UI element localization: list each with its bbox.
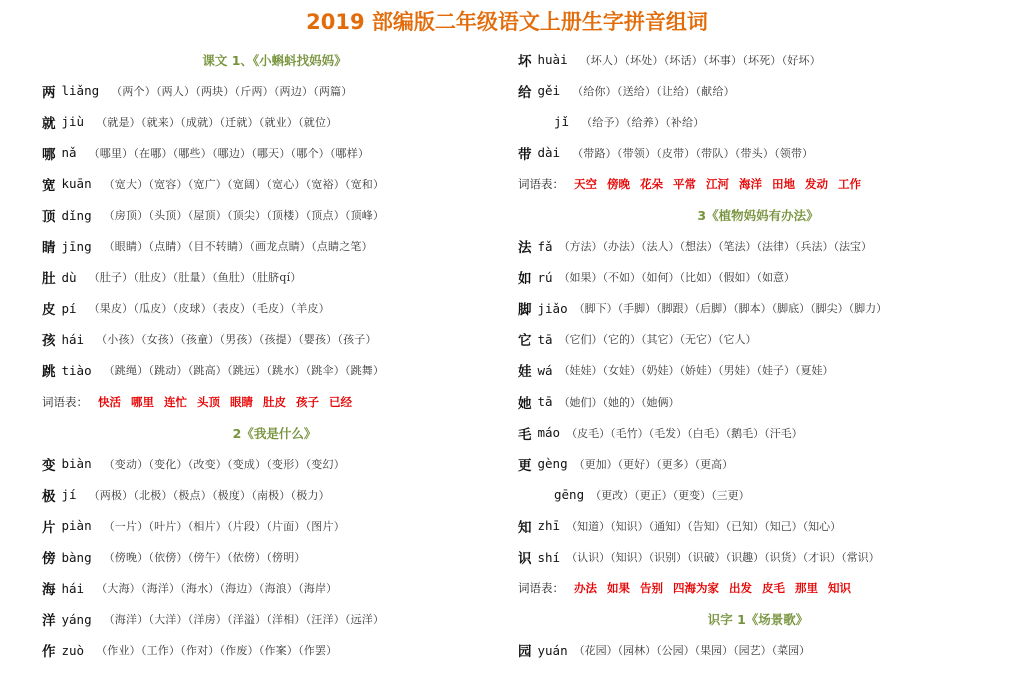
hanzi-char: 跳: [42, 364, 56, 381]
char-entry: [42, 479, 507, 510]
pinyin: gèng: [537, 456, 568, 472]
pinyin: bàng: [61, 549, 92, 565]
pinyin: jí: [61, 487, 77, 503]
pinyin: shí: [537, 549, 561, 565]
pinyin: dài: [537, 145, 561, 161]
hanzi-char: 毛: [518, 426, 532, 443]
word-list: （眼睛）（点睛）（目不转睛）（画龙点睛）（点睛之笔）: [103, 240, 373, 254]
char-entry: [42, 542, 507, 573]
word-list: （哪里）（在哪）（哪些）（哪边）（哪天）（哪个）（哪样）: [88, 146, 370, 160]
hanzi-char: 哪: [42, 146, 56, 163]
pinyin: jiù: [61, 114, 85, 130]
pinyin: hái: [61, 580, 85, 596]
word-list: （知道）（知识）（通知）（告知）（已知）（知己）（知心）: [566, 519, 842, 533]
pinyin: wá: [537, 362, 553, 378]
lesson-heading: 3《植物妈妈有办法》: [697, 208, 819, 224]
hanzi-char: 宽: [42, 177, 56, 194]
word-list: （一片）（叶片）（相片）（片段）（片面）（图片）: [103, 519, 345, 533]
word-list: （给予）（给养）（补给）: [581, 115, 705, 129]
pinyin: nǎ: [61, 145, 77, 161]
char-entry: [518, 44, 998, 75]
word-list: （坏人）（坏处）（坏话）（坏事）（坏死）（好坏）: [579, 53, 821, 67]
pinyin: gēng: [554, 487, 585, 503]
vocab-words: 天空 傍晚 花朵 平常 江河 海洋 田地 发动 工作: [574, 176, 862, 191]
char-entry: [42, 75, 507, 106]
lesson-heading: 2《我是什么》: [232, 425, 317, 441]
char-entry: [518, 106, 998, 137]
hanzi-char: 知: [518, 519, 532, 536]
char-entry: [42, 448, 507, 479]
word-list: （皮毛）（毛竹）（毛发）（白毛）（鹅毛）（汗毛）: [566, 426, 803, 440]
right-column: [518, 44, 998, 666]
char-entry: [518, 542, 998, 573]
word-list: （海洋）（大洋）（洋房）（洋溢）（洋相）（汪洋）（远洋）: [103, 613, 385, 627]
word-list: （方法）（办法）（法人）（想法）（笔法）（法律）（兵法）（法宝）: [558, 240, 873, 254]
hanzi-char: 就: [42, 115, 56, 132]
char-entry: [518, 137, 998, 168]
char-entry: [518, 479, 998, 510]
char-entry: [518, 510, 998, 541]
pinyin: huài: [537, 52, 568, 68]
pinyin: jiǎo: [537, 300, 568, 316]
word-list: （更改）（更正）（更变）（三更）: [590, 488, 750, 502]
pinyin: piàn: [61, 518, 92, 534]
vocab-row: [518, 573, 998, 604]
hanzi-char: 极: [42, 488, 56, 505]
char-entry: [42, 573, 507, 604]
hanzi-char: 娃: [518, 364, 532, 381]
word-list: （两个）（两人）（两块）（斤两）（两边）（两篇）: [111, 84, 353, 98]
pinyin: liǎng: [61, 83, 100, 99]
pinyin: fǎ: [537, 238, 553, 254]
vocab-row: [42, 386, 507, 417]
hanzi-char: 片: [42, 519, 56, 536]
pinyin: zhī: [537, 518, 561, 534]
pinyin: gěi: [537, 83, 561, 99]
word-list: （给你）（送给）（让给）（献给）: [572, 84, 735, 98]
char-entry: [42, 168, 507, 199]
word-list: （肚子）（肚皮）（肚量）（鱼肚）（肚脐qí）: [88, 271, 302, 285]
hanzi-char: 坏: [518, 53, 532, 70]
char-entry: [42, 137, 507, 168]
hanzi-char: 海: [42, 582, 56, 599]
char-entry: [518, 262, 998, 293]
word-list: （小孩）（女孩）（孩童）（男孩）（孩提）（婴孩）（孩子）: [96, 333, 377, 347]
pinyin: máo: [537, 425, 561, 441]
pinyin: jīng: [61, 238, 92, 254]
hanzi-char: 更: [518, 457, 532, 474]
char-entry: [42, 324, 507, 355]
hanzi-char: 傍: [42, 551, 56, 568]
char-entry: [42, 355, 507, 386]
vocab-label: 词语表：: [42, 394, 88, 409]
char-entry: [42, 510, 507, 541]
pinyin: zuò: [61, 642, 85, 658]
pinyin: dù: [61, 269, 77, 285]
pinyin: yuán: [537, 642, 568, 658]
char-entry: [518, 417, 998, 448]
pinyin: rú: [537, 269, 553, 285]
char-entry: [42, 635, 507, 666]
pinyin: tiào: [61, 362, 92, 378]
hanzi-char: 识: [518, 551, 532, 568]
vocab-row: [518, 168, 998, 199]
hanzi-char: 脚: [518, 302, 532, 319]
word-list: （宽大）（宽容）（宽广）（宽阔）（宽心）（宽裕）（宽和）: [103, 177, 385, 191]
hanzi-char: 如: [518, 271, 532, 288]
pinyin: jǐ: [554, 114, 570, 130]
word-list: （如果）（不如）（如何）（比如）（假如）（如意）: [558, 271, 796, 285]
word-list: （果皮）（瓜皮）（皮球）（表皮）（毛皮）（羊皮）: [88, 302, 330, 316]
char-entry: [42, 604, 507, 635]
pinyin: yáng: [61, 611, 92, 627]
hanzi-char: 孩: [42, 333, 56, 350]
word-list: （她们）（她的）（她俩）: [558, 395, 680, 409]
hanzi-char: 给: [518, 84, 532, 101]
hanzi-char: 它: [518, 333, 532, 350]
word-list: （跳绳）（跳动）（跳高）（跳远）（跳水）（跳伞）（跳舞）: [103, 364, 385, 378]
hanzi-char: 洋: [42, 613, 56, 630]
pinyin: biàn: [61, 456, 92, 472]
word-list: （作业）（工作）（作对）（作废）（作案）（作罢）: [96, 644, 338, 658]
word-list: （变动）（变化）（改变）（变成）（变形）（变幻）: [103, 457, 345, 471]
word-list: （娃娃）（女娃）（奶娃）（娇娃）（男娃）（娃子）（夏娃）: [558, 364, 834, 378]
word-list: （脚下）（手脚）（脚跟）（后脚）（脚本）（脚底）（脚尖）（脚力）: [573, 302, 888, 316]
hanzi-char: 肚: [42, 271, 56, 288]
hanzi-char: 顶: [42, 209, 56, 226]
pinyin: pí: [61, 300, 77, 316]
word-list: （认识）（知识）（识别）（识破）（识趣）（识货）（才识）（常识）: [566, 551, 880, 565]
word-list: （两极）（北极）（极点）（极度）（南极）（极力）: [88, 488, 330, 502]
char-entry: [42, 293, 507, 324]
hanzi-char: 两: [42, 84, 56, 101]
hanzi-char: 园: [518, 644, 532, 661]
word-list: （房顶）（头顶）（屋顶）（顶尖）（顶楼）（顶点）（顶峰）: [103, 209, 385, 223]
char-entry: [518, 324, 998, 355]
pinyin: dǐng: [61, 207, 92, 223]
vocab-words: 办法 如果 告别 四海为家 出发 皮毛 那里 知识: [574, 581, 852, 596]
hanzi-char: 带: [518, 146, 532, 163]
lesson-heading: 识字 1《场景歌》: [707, 612, 809, 628]
page-title: 2019 部编版二年级语文上册生字拼音组词: [306, 10, 708, 34]
vocab-label: 词语表：: [518, 176, 564, 191]
char-entry: [518, 355, 998, 386]
word-list: （就是）（就来）（成就）（迁就）（就业）（就位）: [96, 115, 338, 129]
vocab-label: 词语表：: [518, 581, 564, 596]
word-list: （大海）（海洋）（海水）（海边）（海浪）（海岸）: [96, 582, 338, 596]
lesson-heading: 课文 1、《小蝌蚪找妈妈》: [202, 52, 347, 68]
left-column: [42, 44, 507, 666]
char-entry: [42, 262, 507, 293]
word-list: （傍晚）（依傍）（傍午）（依傍）（傍明）: [103, 551, 306, 565]
char-entry: [518, 635, 998, 666]
char-entry: [518, 75, 998, 106]
char-entry: [42, 231, 507, 262]
char-entry: [518, 448, 998, 479]
char-entry: [42, 199, 507, 230]
hanzi-char: 作: [42, 644, 56, 661]
char-entry: [518, 231, 998, 262]
pinyin: kuān: [61, 176, 92, 192]
hanzi-char: 法: [518, 240, 532, 257]
pinyin: tā: [537, 331, 553, 347]
hanzi-char: 皮: [42, 302, 56, 319]
pinyin: tā: [537, 394, 553, 410]
char-entry: [518, 386, 998, 417]
char-entry: [518, 293, 998, 324]
word-list: （花园）（园林）（公园）（果园）（园艺）（菜园）: [573, 644, 811, 658]
pinyin: hái: [61, 331, 85, 347]
word-list: （带路）（带领）（皮带）（带队）（带头）（领带）: [572, 146, 814, 160]
hanzi-char: 睛: [42, 240, 56, 257]
hanzi-char: 变: [42, 457, 56, 474]
char-entry: [42, 106, 507, 137]
hanzi-char: 她: [518, 395, 532, 412]
word-list: （更加）（更好）（更多）（更高）: [573, 457, 734, 471]
vocab-words: 快活 哪里 连忙 头顶 眼睛 肚皮 孩子 已经: [98, 394, 353, 409]
word-list: （它们）（它的）（其它）（无它）（它人）: [558, 333, 757, 347]
